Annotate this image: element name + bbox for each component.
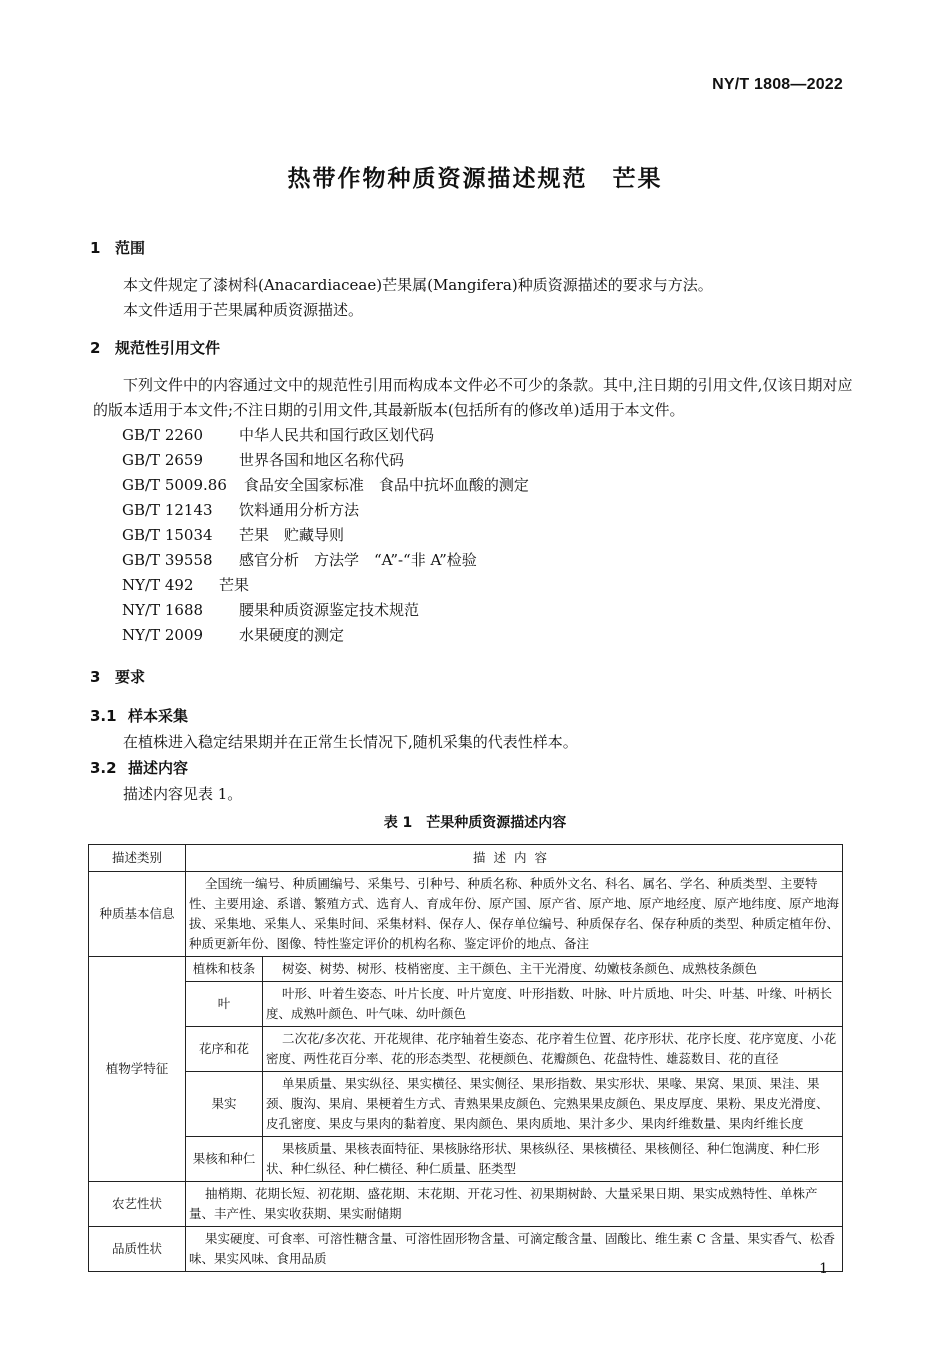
reference-code: GB/T 5009.86 — [122, 476, 227, 494]
reference-item — [122, 548, 529, 573]
row-content: 果核质量、果核表面特征、果核脉络形状、果核纵径、果核横径、果核侧径、种仁饱满度、种仁形状、种仁纵径、种仁横径、种仁质量、胚类型 — [263, 1137, 843, 1182]
section-number: 1 — [90, 239, 101, 257]
reference-code: NY/T 492 — [122, 576, 194, 594]
row-content: 叶形、叶着生姿态、叶片长度、叶片宽度、叶形指数、叶脉、叶片质地、叶尖、叶基、叶缘、叶柄长度、成熟叶颜色、叶气味、幼叶颜色 — [263, 982, 843, 1027]
table-row — [89, 957, 843, 982]
section-number: 3.1 — [90, 707, 117, 725]
table-row — [89, 1027, 843, 1072]
reference-item — [122, 498, 529, 523]
reference-item — [122, 448, 529, 473]
row-subcategory: 果核和种仁 — [186, 1137, 263, 1182]
reference-code: GB/T 12143 — [122, 501, 213, 519]
section-title: 样本采集 — [128, 707, 189, 725]
reference-title: 食品安全国家标准 食品中抗坏血酸的测定 — [243, 476, 529, 494]
table-row — [89, 1072, 843, 1137]
reference-item — [122, 623, 529, 648]
reference-title: 感官分析 方法学 “A”-“非 A”检验 — [239, 551, 477, 569]
row-content: 全国统一编号、种质圃编号、采集号、引种号、种质名称、种质外文名、科名、属名、学名、种质类型、主要特性、主要用途、系谱、繁殖方式、选育人、育成年份、原产国、原产省、原产地、原产地经度、原产地纬度、原产地海拔、采集地、采集人、采集时间、采集材料、保存人、保存单位编号、种质保存名、保存种质的类型、种质定植年份、种质更新年份、图像、特性鉴定评价的机构名称、鉴定评价的地点、备注 — [186, 872, 843, 957]
section-1-paragraph-2: 本文件适用于芒果属种质资源描述。 — [123, 301, 364, 319]
row-category: 品质性状 — [89, 1227, 186, 1272]
reference-code: GB/T 15034 — [122, 526, 213, 544]
row-content: 果实硬度、可食率、可溶性糖含量、可溶性固形物含量、可滴定酸含量、固酸比、维生素 C 含量、果实香气、松香味、果实风味、食用品质 — [186, 1227, 843, 1272]
row-category: 农艺性状 — [89, 1182, 186, 1227]
reference-code: GB/T 2260 — [122, 426, 204, 444]
section-title: 要求 — [115, 668, 146, 686]
table-row — [89, 872, 843, 957]
reference-title: 腰果种质资源鉴定技术规范 — [239, 601, 420, 619]
section-2-heading — [90, 337, 220, 358]
section-number: 2 — [90, 339, 101, 357]
reference-list — [122, 423, 529, 648]
section-number: 3.2 — [90, 759, 117, 777]
reference-item — [122, 473, 529, 498]
section-1-paragraph-1: 本文件规定了漆树科(Anacardiaceae)芒果属(Mangifera)种质资源描述的要求与方法。 — [123, 276, 713, 294]
section-3-2-heading — [90, 757, 188, 778]
table-caption: 表 1 芒果种质资源描述内容 — [383, 815, 567, 831]
reference-title: 中华人民共和国行政区划代码 — [239, 426, 435, 444]
document-title: 热带作物种质资源描述规范 芒果 — [287, 166, 663, 192]
reference-code: NY/T 2009 — [122, 626, 204, 644]
reference-title: 芒果 — [219, 576, 250, 594]
section-3-2-text: 描述内容见表 1。 — [123, 785, 243, 803]
reference-item — [122, 598, 529, 623]
reference-title: 芒果 贮藏导则 — [239, 526, 345, 544]
section-3-1-heading — [90, 705, 188, 726]
section-title: 范围 — [115, 239, 146, 257]
reference-title: 世界各国和地区名称代码 — [239, 451, 405, 469]
table-row — [89, 1227, 843, 1272]
row-category: 种质基本信息 — [89, 872, 186, 957]
standard-code: NY/T 1808—2022 — [712, 76, 843, 93]
reference-code: GB/T 39558 — [122, 551, 213, 569]
row-subcategory: 花序和花 — [186, 1027, 263, 1072]
row-content: 树姿、树势、树形、枝梢密度、主干颜色、主干光滑度、幼嫩枝条颜色、成熟枝条颜色 — [263, 957, 843, 982]
section-3-heading — [90, 666, 145, 687]
reference-item — [122, 573, 529, 598]
row-subcategory: 植株和枝条 — [186, 957, 263, 982]
section-title: 规范性引用文件 — [115, 339, 221, 357]
row-content: 二次花/多次花、开花规律、花序轴着生姿态、花序着生位置、花序形状、花序长度、花序宽度、小花密度、两性花百分率、花的形态类型、花梗颜色、花瓣颜色、花盘特性、雄蕊数目、花的直径 — [263, 1027, 843, 1072]
row-category: 植物学特征 — [89, 957, 186, 1182]
table-row — [89, 1182, 843, 1227]
header-category: 描述类别 — [89, 845, 186, 872]
table-header-row — [89, 845, 843, 872]
reference-code: GB/T 2659 — [122, 451, 204, 469]
header-content: 描述内容 — [186, 845, 843, 872]
reference-item — [122, 523, 529, 548]
description-table — [88, 844, 843, 1272]
section-number: 3 — [90, 668, 101, 686]
section-1-heading — [90, 237, 145, 258]
section-3-1-text: 在植株进入稳定结果期并在正常生长情况下,随机采集的代表性样本。 — [123, 733, 578, 751]
reference-item — [122, 423, 529, 448]
row-subcategory: 果实 — [186, 1072, 263, 1137]
table-row — [89, 982, 843, 1027]
reference-code: NY/T 1688 — [122, 601, 204, 619]
row-subcategory: 叶 — [186, 982, 263, 1027]
reference-title: 水果硬度的测定 — [239, 626, 345, 644]
section-2-intro: 下列文件中的内容通过文中的规范性引用而构成本文件必不可少的条款。其中,注日期的引用文件,仅该日期对应的版本适用于本文件;不注日期的引用文件,其最新版本(包括所有的修改单)适用于本文件。 — [93, 376, 853, 419]
section-title: 描述内容 — [128, 759, 189, 777]
page-number: 1 — [819, 1261, 828, 1277]
table-row — [89, 1137, 843, 1182]
reference-title: 饮料通用分析方法 — [239, 501, 360, 519]
row-content: 抽梢期、花期长短、初花期、盛花期、末花期、开花习性、初果期树龄、大量采果日期、果实成熟特性、单株产量、丰产性、果实收获期、果实耐储期 — [186, 1182, 843, 1227]
row-content: 单果质量、果实纵径、果实横径、果实侧径、果形指数、果实形状、果喙、果窝、果顶、果洼、果颈、腹沟、果肩、果梗着生方式、青熟果果皮颜色、完熟果果皮颜色、果皮厚度、果粉、果皮光滑度、皮孔密度、果皮与果肉的黏着度、果肉颜色、果肉质地、果汁多少、果肉纤维数量、果肉纤维长度 — [263, 1072, 843, 1137]
